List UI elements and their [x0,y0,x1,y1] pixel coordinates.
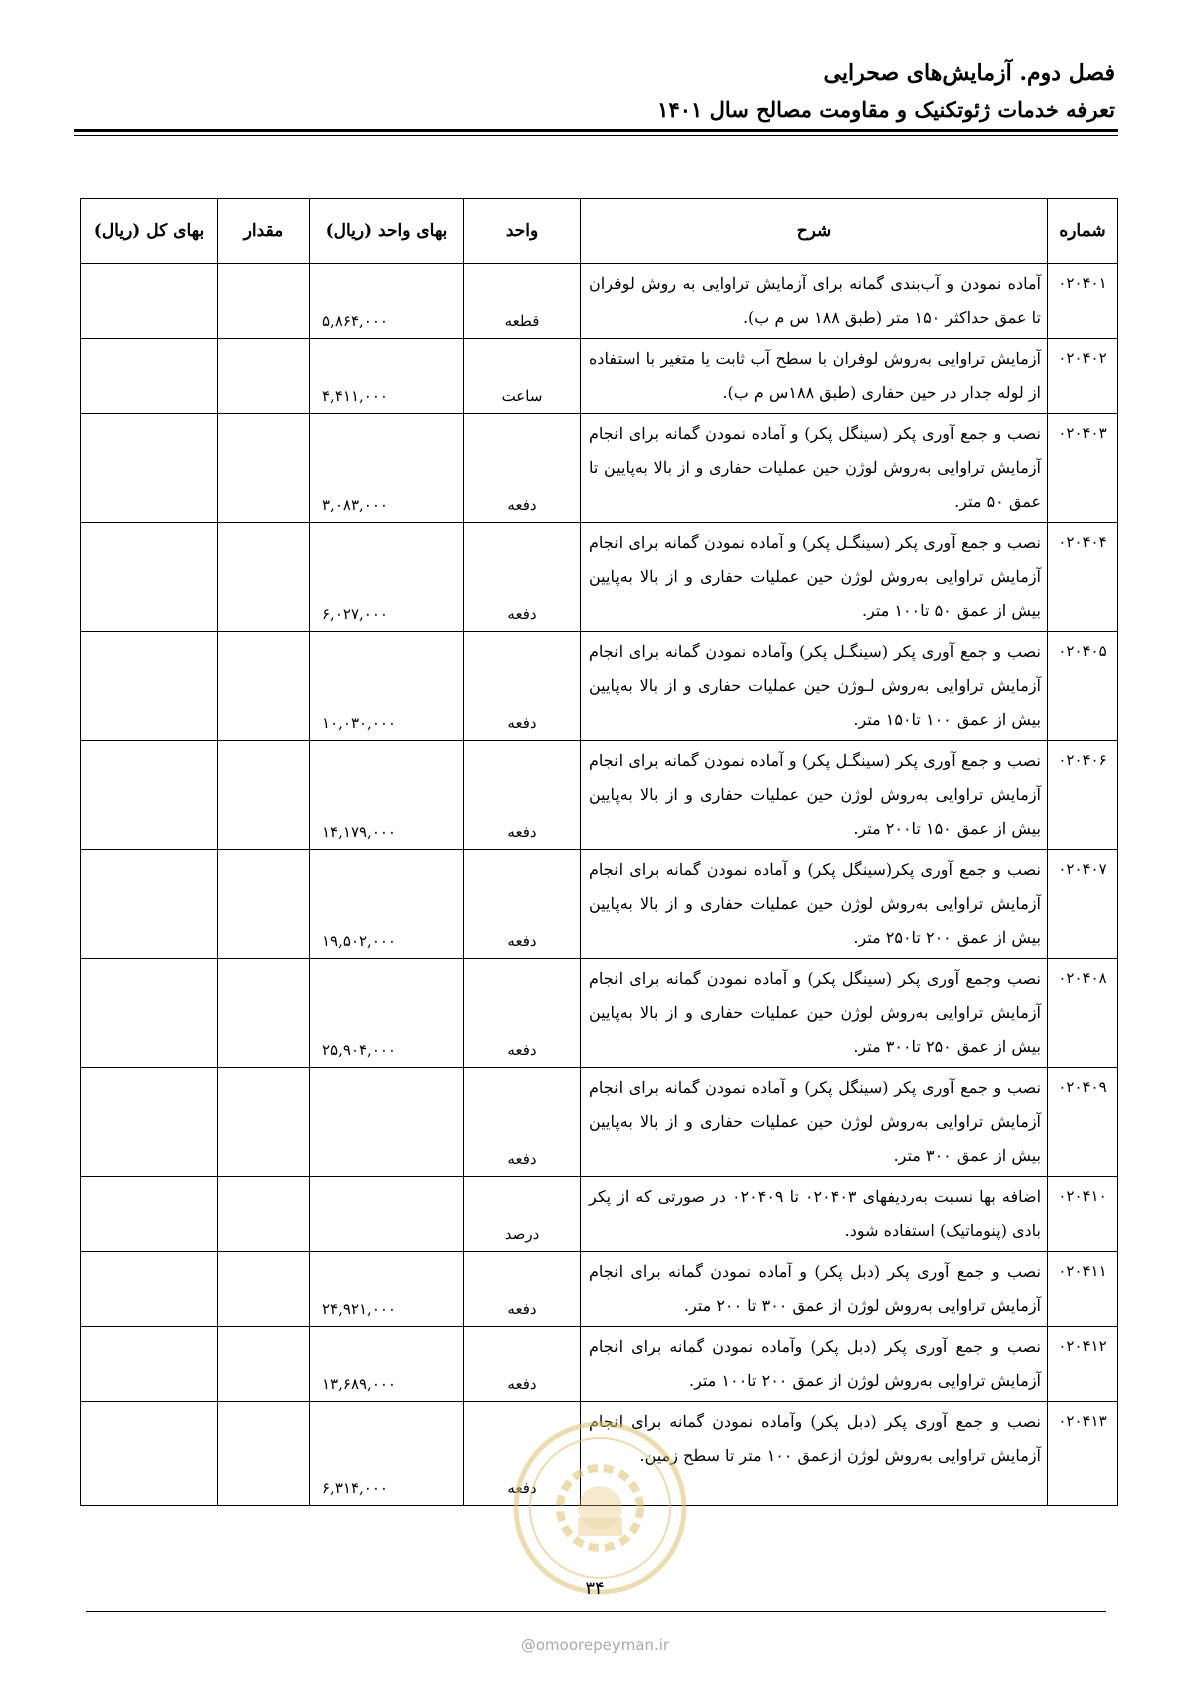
header-rule-thin [74,135,1118,136]
row-unit: دفعه [464,632,581,741]
table-row [81,1252,1118,1327]
row-description: نصب و جمع آوری پکر (سینگل پکر) و آماده نمودن گمانه برای انجام آزمایش تراوایی به‌روش لوژن حین عملیات حفاری و از بالا به‌پایین تا عمق ۵۰ متر. [581,414,1048,523]
row-description: نصب و جمع آوری پکر(سینگل پکر) و آماده نمودن گمانه برای انجام آزمایش تراوایی به‌روش لوژن حین عملیات حفاری و از بالا به‌پایین بیش از عمق ۲۰۰ تا۲۵۰ متر. [581,850,1048,959]
row-quantity [218,632,310,741]
row-total-price [81,1177,218,1252]
row-total-price [81,414,218,523]
row-total-price [81,339,218,414]
row-unit-price: ۴,۴۱۱,۰۰۰ [310,339,464,414]
row-unit-price: ۱۹,۵۰۲,۰۰۰ [310,850,464,959]
row-description: نصب و جمع آوری پکر (سینگـل پکر) و آماده نمودن گمانه برای انجام آزمایش تراوایی به‌روش لوژن حین عملیات حفاری و از بالا به‌پایین بیش از عمق ۵۰ تا۱۰۰ متر. [581,523,1048,632]
table-row [81,264,1118,339]
row-description: نصب وجمع آوری پکر (سینگل پکر) و آماده نمودن گمانه برای انجام آزمایش تراوایی به‌روش لوژن حین عملیات حفاری و از بالا به‌پایین بیش از عمق ۲۵۰ تا۳۰۰ متر. [581,959,1048,1068]
row-description: نصب و جمع آوری پکر (دبل پکر) وآماده نمودن گمانه برای انجام آزمایش تراوایی به‌روش لوژن ازعمق ۱۰۰ متر تا سطح زمین. [581,1402,1048,1506]
row-code: ۰۲۰۴۰۸ [1048,959,1118,1068]
table-row [81,1068,1118,1177]
row-total-price [81,264,218,339]
header-total-price: بهای کل (ریال) [81,199,218,264]
row-unit: دفعه [464,959,581,1068]
row-unit: دفعه [464,1068,581,1177]
row-quantity [218,741,310,850]
row-code: ۰۲۰۴۰۶ [1048,741,1118,850]
row-quantity [218,959,310,1068]
page-number: ۳۴ [585,1578,605,1599]
row-unit-price: ۶,۰۲۷,۰۰۰ [310,523,464,632]
header-unit-price: بهای واحد (ریال) [310,199,464,264]
header-rule-thick [74,129,1118,132]
row-total-price [81,959,218,1068]
row-total-price [81,1327,218,1402]
row-unit-price [310,1068,464,1177]
row-code: ۰۲۰۴۱۳ [1048,1402,1118,1506]
row-code: ۰۲۰۴۰۳ [1048,414,1118,523]
row-quantity [218,414,310,523]
header-code: شماره [1048,199,1118,264]
tariff-table [80,198,1118,1506]
row-description: آزمایش تراوایی به‌روش لوفران با سطح آب ثابت یا متغیر با استفاده از لوله جدار در حین حفاری (طبق ۱۸۸س م ب). [581,339,1048,414]
row-code: ۰۲۰۴۱۱ [1048,1252,1118,1327]
row-description: آماده نمودن و آب‌بندی گمانه برای آزمایش تراوایی به روش لوفران تا عمق حداکثر ۱۵۰ متر (طبق ۱۸۸ س م ب). [581,264,1048,339]
row-unit-price: ۱۴,۱۷۹,۰۰۰ [310,741,464,850]
table-row [81,741,1118,850]
row-quantity [218,1252,310,1327]
row-code: ۰۲۰۴۰۱ [1048,264,1118,339]
row-unit-price: ۱۳,۶۸۹,۰۰۰ [310,1327,464,1402]
row-unit: درصد [464,1177,581,1252]
row-quantity [218,1402,310,1506]
table-header-row [81,199,1118,264]
table-row [81,632,1118,741]
row-unit: دفعه [464,414,581,523]
row-unit: دفعه [464,523,581,632]
row-unit-price: ۲۵,۹۰۴,۰۰۰ [310,959,464,1068]
row-total-price [81,850,218,959]
header-description: شرح [581,199,1048,264]
table-row [81,523,1118,632]
row-unit: قطعه [464,264,581,339]
row-unit-price: ۵,۸۶۴,۰۰۰ [310,264,464,339]
footer-rule [86,1611,1106,1612]
row-description: نصب و جمع آوری پکر (سینگـل پکر) وآماده نمودن گمانه برای انجام آزمایش تراوایی به‌روش لـوژن حین عملیات حفاری و از بالا به‌پایین بیش از عمق ۱۰۰ تا۱۵۰ متر. [581,632,1048,741]
row-quantity [218,523,310,632]
row-code: ۰۲۰۴۰۷ [1048,850,1118,959]
row-description: اضافه بها نسبت به‌ردیفهای ۰۲۰۴۰۳ تا ۰۲۰۴۰۹ در صورتی که از پکر بادی (پنوماتیک) استفاده شود. [581,1177,1048,1252]
row-unit: دفعه [464,1402,581,1506]
row-code: ۰۲۰۴۰۵ [1048,632,1118,741]
row-unit-price: ۲۴,۹۲۱,۰۰۰ [310,1252,464,1327]
row-total-price [81,1252,218,1327]
row-unit: دفعه [464,1327,581,1402]
row-unit-price [310,1177,464,1252]
table-row [81,1402,1118,1506]
table-row [81,1177,1118,1252]
document-title: تعرفه خدمات ژئوتکنیک و مقاومت مصالح سال ۱۴۰۱ [657,97,1115,122]
row-description: نصب و جمع آوری پکر (سینگـل پکر) و آماده نمودن گمانه برای انجام آزمایش تراوایی به‌روش لوژن حین عملیات حفاری و از بالا به‌پایین بیش از عمق ۱۵۰ تا۲۰۰ متر. [581,741,1048,850]
row-unit-price: ۳,۰۸۳,۰۰۰ [310,414,464,523]
row-quantity [218,1327,310,1402]
row-quantity [218,264,310,339]
row-unit-price: ۱۰,۰۳۰,۰۰۰ [310,632,464,741]
row-code: ۰۲۰۴۱۰ [1048,1177,1118,1252]
chapter-title: فصل دوم. آزمایش‌های صحرایی [823,60,1115,86]
row-description: نصب و جمع آوری پکر (دبل پکر) وآماده نمودن گمانه برای انجام آزمایش تراوایی به‌روش لوژن از عمق ۲۰۰ تا۱۰۰ متر. [581,1327,1048,1402]
table-row [81,850,1118,959]
header-unit: واحد [464,199,581,264]
table-row [81,339,1118,414]
row-quantity [218,1068,310,1177]
row-total-price [81,523,218,632]
row-quantity [218,850,310,959]
row-code: ۰۲۰۴۰۴ [1048,523,1118,632]
row-total-price [81,1068,218,1177]
row-unit: ساعت [464,339,581,414]
row-code: ۰۲۰۴۰۲ [1048,339,1118,414]
row-unit: دفعه [464,1252,581,1327]
row-code: ۰۲۰۴۱۲ [1048,1327,1118,1402]
row-total-price [81,1402,218,1506]
row-unit: دفعه [464,741,581,850]
row-code: ۰۲۰۴۰۹ [1048,1068,1118,1177]
row-unit-price: ۶,۳۱۴,۰۰۰ [310,1402,464,1506]
row-total-price [81,632,218,741]
row-total-price [81,741,218,850]
row-description: نصب و جمع آوری پکر (دبل پکر) و آماده نمودن گمانه برای انجام آزمایش تراوایی به‌روش لوژن از عمق ۳۰۰ تا ۲۰۰ متر. [581,1252,1048,1327]
row-quantity [218,339,310,414]
table-row [81,1327,1118,1402]
table-row [81,414,1118,523]
website-watermark: @omoorepeyman.ir [520,1636,670,1654]
table-row [81,959,1118,1068]
header-quantity: مقدار [218,199,310,264]
row-unit: دفعه [464,850,581,959]
row-description: نصب و جمع آوری پکر (سینگل پکر) و آماده نمودن گمانه برای انجام آزمایش تراوایی به‌روش لوژن حین عملیات حفاری و از بالا به‌پایین بیش از عمق ۳۰۰ متر. [581,1068,1048,1177]
row-quantity [218,1177,310,1252]
